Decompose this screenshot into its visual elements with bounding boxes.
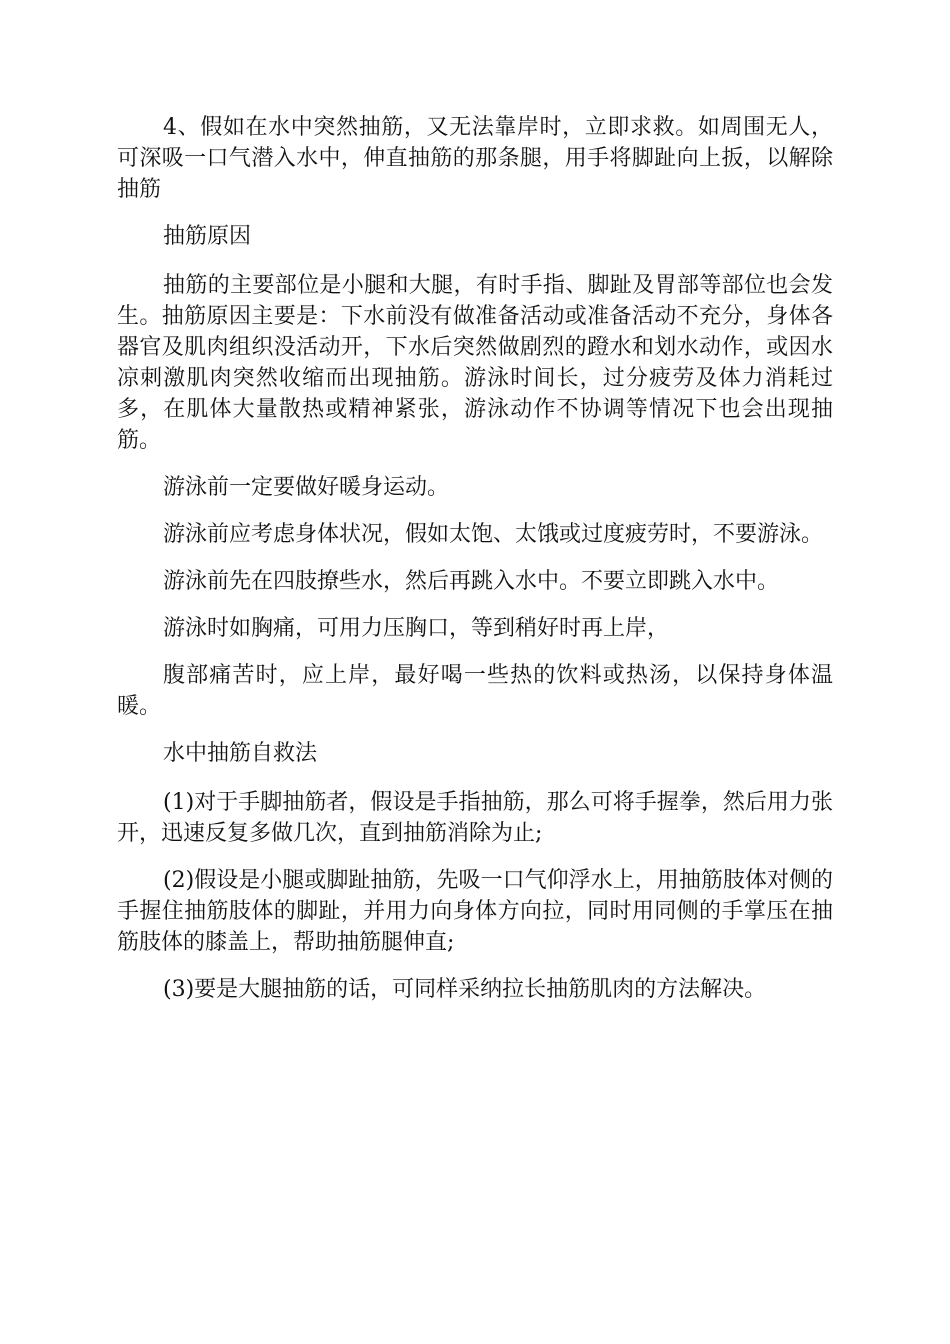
heading-self-rescue-methods: 水中抽筋自救法: [163, 741, 318, 766]
paragraph-splash-water: 游泳前先在四肢撩些水，然后再跳入水中。不要立即跳入水中。: [163, 569, 780, 594]
heading-cramp-causes: 抽筋原因: [163, 224, 252, 249]
paragraph-method-2: (2)假设是小腿或脚趾抽筋，先吸一口气仰浮水上，用抽筋肢体对侧的手握住抽筋肢体的脚趾，并用力向身体方向拉，同时用同侧的手掌压在抽筋肢体的膝盖上，帮助抽筋腿伸直;: [117, 868, 833, 955]
paragraph-chest-pain: 游泳时如胸痛，可用力压胸口，等到稍好时再上岸，: [163, 616, 670, 641]
paragraph-method-3: (3)要是大腿抽筋的话，可同样采纳拉长抽筋肌肉的方法解决。: [163, 977, 767, 1002]
paragraph-cramp-causes: 抽筋的主要部位是小腿和大腿，有时手指、脚趾及胃部等部位也会发生。抽筋原因主要是：下水前没有做准备活动或准备活动不充分，身体各器官及肌肉组织没活动开，下水后突然做剧烈的蹬水和划水动作，或因水凉刺激肌肉突然收缩而出现抽筋。游泳时间长，过分疲劳及体力消耗过多，在肌体大量散热或精神紧张，游泳动作不协调等情况下也会出现抽筋。: [117, 273, 833, 453]
paragraph-cramp-self-rescue-step-4: 4、假如在水中突然抽筋，又无法靠岸时，立即求救。如周围无人，可深吸一口气潜入水中，伸直抽筋的那条腿，用手将脚趾向上扳，以解除抽筋: [117, 115, 833, 202]
document-body: [117, 112, 833, 1021]
paragraph-method-1: (1)对于手脚抽筋者，假设是手指抽筋，那么可将手握拳，然后用力张开，迅速反复多做几次，直到抽筋消除为止;: [117, 790, 833, 846]
paragraph-body-condition: 游泳前应考虑身体状况，假如太饱、太饿或过度疲劳时，不要游泳。: [163, 522, 824, 547]
paragraph-warmup: 游泳前一定要做好暖身运动。: [163, 475, 450, 500]
paragraph-abdominal-pain: 腹部痛苦时，应上岸，最好喝一些热的饮料或热汤，以保持身体温暖。: [117, 663, 833, 719]
